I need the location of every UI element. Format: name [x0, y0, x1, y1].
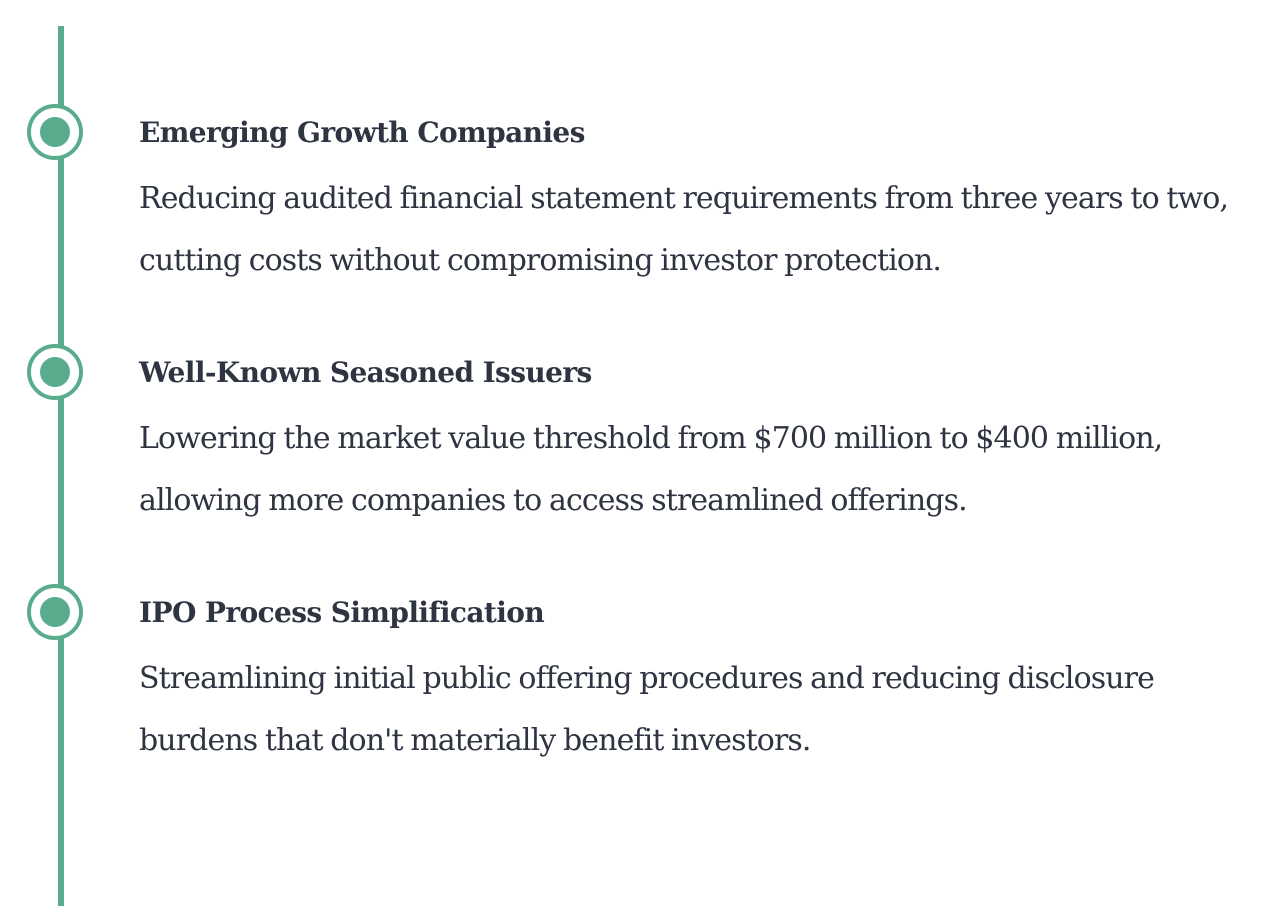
timeline-item-description: Reducing audited financial statement requirements from three years to two, cutting costs without compromising investor protection.: [139, 181, 1229, 278]
timeline-marker-dot: [40, 597, 70, 627]
timeline-marker-dot: [40, 357, 70, 387]
timeline-item-description: Lowering the market value threshold from $700 million to $400 million, allowing more companies to access streamlined offerings.: [139, 421, 1163, 518]
timeline-item-title: Well-Known Seasoned Issuers: [139, 356, 592, 389]
timeline-marker-icon: [27, 584, 83, 640]
timeline-item-title: IPO Process Simplification: [139, 596, 545, 629]
timeline-marker-icon: [27, 344, 83, 400]
timeline-marker-dot: [40, 117, 70, 147]
timeline-item-title: Emerging Growth Companies: [139, 116, 585, 149]
timeline-item-description: Streamlining initial public offering procedures and reducing disclosure burdens that don't materially benefit investors.: [139, 661, 1154, 758]
timeline-marker-icon: [27, 104, 83, 160]
